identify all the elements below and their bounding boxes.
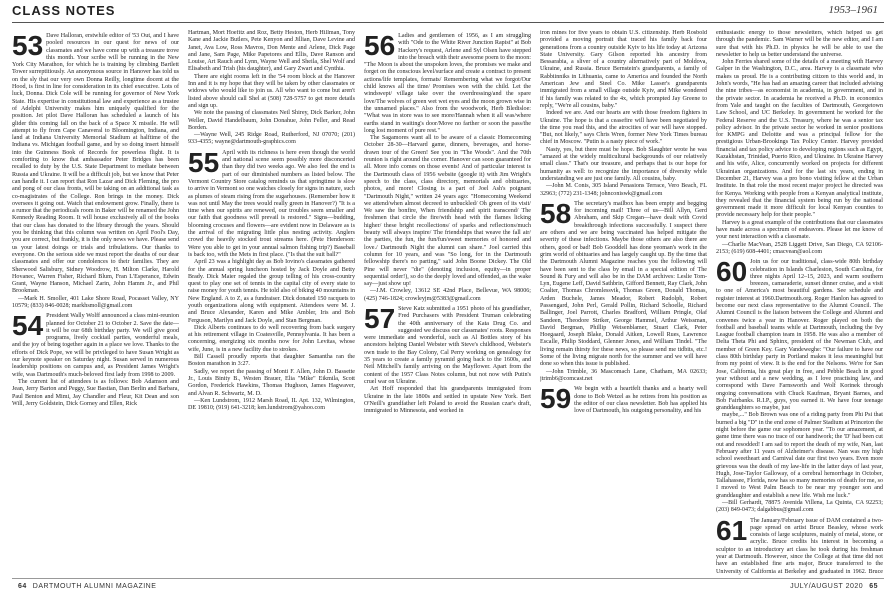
column-4 xyxy=(540,30,707,575)
entry-text: Art Hoff responded that his grandparents immigrated from Ukraine in the late 1800s and settled in upstate New York. Bert O'Neill's grandfather left Poland to avoid the Russian czar's draft, immigrated to Minnesota, and worked in xyxy=(364,386,531,415)
entry-signature: —Wayne Well, 245 Ridge Road, Rutherford, NJ 07070; (201) 933-4355; wayne@dartmouth-graphics.com xyxy=(188,132,355,146)
class-year-number: 55 xyxy=(188,146,220,178)
entry-signature: —John Trimble, 36 Mascomach Lane, Chatham, MA 02633; jtrimb6@comcast.net xyxy=(540,368,707,382)
entry-text: President Wally Wolff announced a class mini-reunion planned for October 21 to October 2. Save the date—it will be our 68th birthday party. We will give good programs, lively cocktail parties, wonderful meals, and the joy of being together again in a place we love. Thanks to the efforts of Dick Pope, we will be privileged to have Susan Wright as our keynote speaker on Saturday night. Susan served in numerous leadership positions on campus and, as President James Wright's wife, was Dartmouth's much-beloved first lady from 1998 to 2009. xyxy=(12,313,179,378)
class-year-number: 61 xyxy=(716,514,748,546)
entry-signature: —J.M. Crowley, 13612 SE 42nd Place, Bellevue, WA 98006; (425) 746-1824; crowleyjm@5383@gmail.com xyxy=(364,288,531,302)
class-year-number: 58 xyxy=(540,197,572,229)
class-year-number: 54 xyxy=(12,310,44,342)
page-title: CLASS NOTES xyxy=(12,3,116,18)
page-number-right: 65 xyxy=(869,583,878,590)
entry-text: The secretary's mailbox has been empty and begging for incoming mail! Three of us—Bill Allyn, Gerd Abraham, and Skip Cregan—have dealt with Covid breakthrough infections successfully. I suspect there are others and we are being vaccinated has helped mitigate the severity of these infections. Maybe those others are also there are others, good or bad! Bob Gooddell has done yeoman's work in the grim world of obituaries and has largely caught up. By the time that the Dartmouth Alumni Magazine reaches you the following will have been sent to the class by email in a special edition of The Sound & Fury and will also be in the DAM archives: Leslie Tom-Lyn, Eugene Leff, David Sathbrin, Gifford Bennett, Ray Clark, John Coalter, Thomas Chromlessvik, Thomas Green, Donald Thomas, Arden Buchele, James Meador, Robert Rudolph, Robert Passengard, John Perl, Gerald Pollin, Richard Schoelle, Richard Ballinger, Joel Parrott, Charles Bradford, William Pringle, Olaf Sandeen, Theodore Striker, George Hammel, Arthur Weissman, David Bergman, Phillip Weisenblamer, Stuart Clark, Peter Hoegaard, Joseph Blake, Donald Aitken, Lowell Rues, Lawrence Escalle, Philip Stoddard, Glenner Jones, and William Tindel. "The living remain thirsty for these news, so please send me tidbits, etc.! Some of the living migrate north for the summer and we will have done so when this issue is published. xyxy=(540,200,707,368)
class-60-entry xyxy=(716,256,883,514)
entry-text: The current list of attendees is as follows: Bob Adamson and Jean, Jerry Barton and Peggy, Sue Bastian, Dan Berlin and Barbara, Paul Benton and Mimi, Jay Chandler and Fleur, Kit Dean and son Will, Jerry Goldstein, Dick Gorney and Ellen, Rick xyxy=(12,378,179,407)
entry-text: maybe,..." Bob Brown was one of a riding party from Phi Psi that burned a big "D" in the end zone of Palmer Stadium at Princeton the night before the game our sophomore year. "To our amazement, at game time there was no trace of our handiwork; the 'D' had been cut out and resodded! I am sad to report the death of my wife, Nan, last February after 11 years of Alzheimer's disease. Nan was my high school sweetheart and Carnival date our first two years. Even more grievous was the death of my law-life in the latter days of last year, Hugh, Jose-Taylor Galloway, of a cerebral hemorrhage in October, Tallahassee, Florida, now has so many memories of death for me, so I moved to West Palm Beach to be near my younger son and granddaughter and establish a new life. Wish me luck." xyxy=(716,412,883,499)
header-divider xyxy=(12,22,884,23)
entry-text: The January/February issue of DAM contained a two-page spread on artist Bruce Beasley, whose work consists of large sculptures, mainly of metal, stone, or acrylic. Bruce credits his interest in becoming a sculptor to an introductory art class he took during his freshman year at Dartmouth. However, since the College at that time did not have an established fine arts major, Bruce transferred to the University of California at Berkeley and graduated in 1962. Bruce xyxy=(716,517,883,575)
entry-text: We note the passing of classmates Neil Shirey, Dick Barker, John Weller, David Handelbaum, John Donahue, John Feller, and Read Borden. xyxy=(188,110,355,131)
entry-text: Join us for our traditional, class-wide 80th birthday celebration in Islands Charleston, South Carolina, for three nights April 12–15, 2023, and warm southern breezes, camaraderie, sunset dinner cruise, and a visit to one of America's most beautiful gardens. See schedule and register interest at 1960.Dartmouth.org. Roger Hanlon has agreed to become our next class representative to the Alumni Council. The Alumni Council is the liaison between the College and Alumni and convenes twice a year in Hanover. Roger played on both the football and baseball teams while at Dartmouth, including the Ivy League football champion team in 1958. He was also a member of Delta Theta Phi and Sphinx, president of the Newman Club, and member of Green Key. Gary Vandeweghe: "Our failure to have our class 80th birthday party in Portland makes it less meaningful but from my point of view. It is the end for the Nelsons. We're for San Jose, California, his great play in free, and Pebble Beach in good year without and a new wedding, as I love practising law, and correspond with Dave Farnsworth and Wolf Korinek through ongoing conversations with Chuck Kaufman, Bryant Barnes, and Bob Fairbanks. R.I.P., guys, you earned it. We have four teenage granddaughters so maybe, just xyxy=(716,259,883,412)
entry-text: Dave Halloran, erstwhile editor of '53 Out, and I have pooled resources in our quest for news of our classmates and we have come up with a treasure trove this month. Your scribe will be running in the New York City Marathon, for which he is training by climbing Bartlett Tower surreptitiously. An anonymous source in Hanover has told us on the sly that our very own Donna Reilly, longtime docent at the Hood, is first in line for consideration in its chief executive. Lots of luck, Donna. Dick Cole will be running for governor of New York State. His expertise in constitutional law and experience as a trustee of Adelphi University makes him uniquely qualified for the position. Jet pilot Dave Halloran has scheduled a launch of his glider this coming fall on the back of a Space X missile. He will attempt to fly from Cape Canaveral to Bloomington, Indiana, and land at Indiana University Memorial Stadium at halftime of the Indiana vs. Michigan football game, and by so doing insert himself into the Guinness Book of Records for powerless flight. It is comforting to know that ambassador Peter Bridges has been recalled to duty by the U.S. State Department to mediate between Russia and Ukraine. It will be a difficult job, but we know that Peter can handle it. I can report that Ron Lazar and Dick Fleming, the pro and pong of our class fronts, will be taking on an additional task as co-magistrates of the College. Ron brings in the money. Dick oversees it going out. Watch that endowment grow. Finally, there is a rumor that the periodicals room in Baker will be renamed the John Kennedy Reading Room. It will house exclusively all of the books that our class has donated to the library through the years. Should you be thinking that this column was written on April Fool's Day, you are correct, but frankly, it is the only news we have. Please send us your latest doings or trials and tribulations. Our thanks to everyone. On the serious side we must report the deaths of our dear classmates and offer our condolences to their families. They are Sherwood Salisbury, Sidney Woodrow, H. Milton Clarke, Harold Hovanec, Warren Fisher, Richard Blum, Fran L'Esperance, Edwin Grant, Wayne Hanson, Michael Zarin, John Hamm Jr., and Phil Brookman. xyxy=(12,33,179,295)
class-year-number: 60 xyxy=(716,256,748,288)
entry-text: Hartman, Mort Hoefitz and Roz, Betty Heston, Herb Hillman, Tony Kane and Jackie Butlers, Pete Kenyon and Jillian, Dave Levine and Janet, Ava Low, Ross Mavros, Don Mente and Arlene, Dick Page and Jane, Sam Page, Mike Papetores and Ellis, Dave Ranson and Louise, Art Rauch and Lynn, Wayne Well and Sheila, Shel Wolf and Elisabeth and Trish (his daughter), and Gary Zwart and Cynthia. xyxy=(188,30,355,73)
entry-signature: —Bill Gerhardt, 78875 Avenida Villena, La Quinta, CA 92253; (203) 849-0473; dalgabbus@gmail.com xyxy=(716,500,883,514)
entry-text: April 23 was a highlight day as Bob Iovino's classmates gathered for the annual spring luncheon hosted by Jack Doyle and Betty Brady. Dick Maier regaled the group telling of his cross-country quest to play one set of tennis in the capital city of every state to raise money for youth tennis. He told also of biking 40 mountains in New England. A to Z, as a fundraiser. Dick donated 150 racquets to youth organizations along with equipment. Attendees were M. J. and Bruce Alexander, Karen and Mike Ambler, Iris and Bob Ferguson, Marilyn and Jack Doyle, and Stan Bergman. xyxy=(188,259,355,324)
entry-signature: —John M. Conis, 305 Island Penasions Terrace, Vero Beach, FL 32963; (772) 231-1348; johnconiswk@gmail.com xyxy=(540,183,707,197)
entry-text: enthusiastic energy to those newsletters, which helped us get through the pandemic. Sam Warner will be the new editor, and I am sure that with his Ph.D. in physics he will be able to use the newsletter to help us better understand the universe. xyxy=(716,30,883,58)
entry-text: iron mines for five years to obtain U.S. citizenship. Herb Rosbold provided a moving portrait that traced his family back four generations from a country outside Kyiv to his life today at Arizona State University. Gary Gilson reported his ancestry from Bessarabia, a sliver of a country alternatively part of Moldova, Ukraine, and Russia. Bruce Bernstein's grandparents, a family of Rabbiinniks in Lithuania, came to America and founded the North American Jew and Steel Co. Mike Lasser's grandparents immigrated from a small village outside Kyiv, and Mike wondered if his family was related to the 4x, which prompted Jay Greene to reply, "We're all cousins, baby." xyxy=(540,30,707,109)
class-year-number: 59 xyxy=(540,383,572,415)
entry-text: Bill Cassell proudly reports that daughter Samantha ran the Boston marathon in 3:27. xyxy=(188,354,355,368)
column-5 xyxy=(716,30,883,575)
footer-right xyxy=(790,583,884,590)
entry-text: Steve Katz submitted a 1951 photo of his grandfather, Fred Purchasers with President Truman celebrating the 40th anniversary of the Kata Drug Co. and suggested we discuss our classmates' roots. Responses were immediate and wonderful, such as Al Bottles story of his ancestors helping Daniel Webster with Steve's childhood, Webster's own trade to the Bay Colony, Cal Perry working on genealogy for 35 years to create a family pyramid going back to the 1600s, and Neil Mitchell's family arriving on the Mayflower. Apart from the content of the 1957 Class Notes column, but not now with Putin's cruel war on Ukraine. xyxy=(364,305,531,385)
column-3 xyxy=(364,30,531,575)
entry-text: Harvey is a great example of the contributions that our classmates have made across a spectrum of endeavors. Please let me know of your next interaction with a classmate. xyxy=(716,219,883,241)
column-1 xyxy=(12,30,179,575)
page-number-left: 64 xyxy=(18,583,27,590)
class-years: 1953–1961 xyxy=(828,4,878,16)
entry-text: There are eight rooms left in the '54 room block at the Hanover Inn and it is my hope that they will be taken by other classmates or widows who would like to join us. All who want to come but aren't listed above should call Shel at (508) 728-5757 to get more details and sign up. xyxy=(188,73,355,109)
column-2 xyxy=(188,30,355,575)
class-61-entry xyxy=(716,514,883,575)
entry-signature: —Mark H. Smoller, 401 Lake Shore Road, Pocasset Valley, NY 10579; (833) 846-0028; markhsmoll@gmail.com xyxy=(12,295,179,309)
entry-text: We begin with a heartfelt thanks and a hearty well done to Bob Wetzel as he retires from his position as the editor of our class newsletter. Bob has applied his love of Dartmouth, his outgoing personality, and his xyxy=(574,386,707,415)
class-58-entry xyxy=(540,197,707,383)
class-59-entry xyxy=(540,383,707,415)
class-year-number: 53 xyxy=(12,30,44,61)
class-53-entry xyxy=(12,30,179,310)
class-55-entry xyxy=(188,146,355,413)
class-56-entry xyxy=(364,30,531,303)
magazine-name: DARTMOUTH ALUMNI MAGAZINE xyxy=(32,583,157,590)
class-57-entry xyxy=(364,302,531,415)
entry-text: Ladies and gentlemen of 1956, as I am struggling with "Ode to the White River Junction Rapist" at Bob Hackery's request, Arlene and Syl Olsen have stepped into the breach with their awesome poem to the moon: "The Moon is about the unspoken loves, the promises we make and forget on the conscious level/surface and create a contract to present actions/life templates, formats/ Remembering what we forgot/Our child knows all the time/ Promises won with the child. Let the windswept/ village take over the overdressing/and the spare love/The wolves of green wet wet eyes and the moon grown wise in the unnamed places." Also from the woodwork, Herb Bledisloe: "What was in store was to see more/Hannah when it all was/where earths stand in waiting's door/Move no farther or soon the pass/the long lost moment of pure rest." xyxy=(364,33,531,134)
footer-divider xyxy=(12,578,884,579)
class-year-number: 56 xyxy=(364,30,396,61)
entry-signature: —Ken Lundstrom, 1912 Marsh Road, IL Apt. 132, Wilmington, DE 19810; (919) 641-3218; ken.lundstrom@yahoo.com xyxy=(188,397,355,412)
issue-date: JULY/AUGUST 2020 xyxy=(790,583,864,590)
entry-text: Sadly, we report the passing of Monti F. Allen, John D. Bassette Jr., Louis Binity B., Westen Brauer, Elia "Mike" Eikmila, Scott Gordon, Frederick Hawkins, Thomas Hughson, James Hagwaver, and Alvan R. Schwartz, M. D. xyxy=(188,368,355,397)
class-year-number: 57 xyxy=(364,302,396,334)
footer-left xyxy=(12,583,156,590)
entry-text: The Sagamores want all to be aware of a classic Homecoming October 28-30—Harvard game, dinners, beverages, and horse-drawn tour of the Green! See you in "The Woods". And the 70th reunion is right around the corner. Hanover can soon guaranteed for all. More info comes on those events! And of particular interest is the Dartmouth class of 1956 website (google it) with Jim Wright's speech to the class, class directory, memorials and obituaries, photos, and more! Closing is a part of Joel Ash's poignant "Dartmouth Night," written 24 years ago: "Homecoming Weekend we attend/when almost decreed to unbuckled/ Oh green of its visit/ We saw the bonfire, When friendship and spirit transcend/ The freshmen that circle the fire/with head with the flames licking higher/ these bright recollections/ of sparks and reflections/much beauty will always inspire/ The friendships that weave the fall air/ the parties, the fun, the fun/fun/sweet memories of honored and love./ Dartmouth Night the alumni can share." Joel carried this column for 10 years, and was "So long, for in the Dartmouth fellowship there's no parting," said John Boone Dickey. The Old Pine will never "die" (denoting inclusion, equity—in proper sequential order!), so do the deeply loved and offended, as the wake say—just show up! xyxy=(364,135,531,288)
entry-text: April with its richness is here even though the world and national scene seem possibly more disconcerted than they did two weeks ago. We also feel the end is part of our diminished numbers as listed below. The Vermont Country Store catalog reminds us that springtime is slow to arrive in Vermont so one watches closely for signs in nature, such as plumes of steam rising from the sugarhouses. (Remember how it was not until May the trees would really green in Hanover?) "It is a time when our spirits are renewed, our troubles seem smaller and our faith that goodness will prevail is restored." Signs—budding, blooming crocuses and flowers—are evident now in Delaware as is the arrival of the migrating little plus nesting activity. Anglers crowd the heavily stocked trout streams here. (Pete Henderson: Were you able to get in your annual salmon fishing trip?) Baseball is back too, with the Mets in first place. ("Is that the suit ball?" xyxy=(188,149,355,258)
entry-text: Nasty, yes, but there must be hope. Bob Slaughter wrote he was "amazed at the widely multicultural backgrounds of our relatively small class." That's our treasure, and perhaps that is our hope for humanity as well: to recognize the importance of diversity while understanding we are just one family. All cousins, baby. xyxy=(540,146,707,182)
entry-text: John Ferries shared some of the details of a meeting with Harvey Galper in the Washington, D.C., area. Harvey is a classmate who makes us proud. He is a contributing citizen to this world and, in John's words, "He has had an amazing career that included advising the nine tribes—as economist in academia, in government, and in the private sector. In academia he received a Ph.D. in economics from Yale and taught on the faculties of Dartmouth, Georgetown Law School, and UC Berkeley. In government he worked for the Federal Reserve and the U.S. Treasury, where he was a senior tax policy advisor. In the private sector he worked in senior positions for KMPG and Deloitte and was a principal fellow for the prestigious Urban-Brookings Tax Policy Center. Harvey provided financial and tax policy advice to developing regions such as Egypt, Kazakhstan, Trinidad, Puerto Rico, and Ukraine. In Ukraine Harvey and his wife, Alice, concurrently worked on projects for different Ukrainian organizations. And for the last six years, ending in December 21, Harvey was a pro bono visiting fellow at the Urban Institute. In that role the most recent major project he directed was for Kenya. Working with people from a Kenyan analytical institute, they revealed that the financial system being run by the national government made it more difficult for local Kenyan counties to provide necessary help for their people." xyxy=(716,59,883,219)
entry-text: Indeed we are. And our hearts are with those freedom fighters in Ukraine. The hope is that a ceasefire will have been negotiated by the time you read this, and the atrocities of war will have stopped. "But, not likely," says Chris Wren, former New York Times bureau chief in Moscow. "Putin is a nasty piece of work." xyxy=(540,110,707,146)
entry-text: Dick Alberts continues to do well recovering from back surgery at his retirement village in Coatesville, Pennsylvania. It has been a concerning, energizing six months now for John Levitas, whose wife, June, is in a new facility due to strokes. xyxy=(188,324,355,353)
class-notes-columns xyxy=(12,30,884,575)
class-54-entry xyxy=(12,310,179,408)
entry-signature: —Charlie MacVean, 2528 Liggett Drive, San Diego, CA 92106-2153; (619) 608-4401; cmacvean@aol.com xyxy=(716,241,883,255)
